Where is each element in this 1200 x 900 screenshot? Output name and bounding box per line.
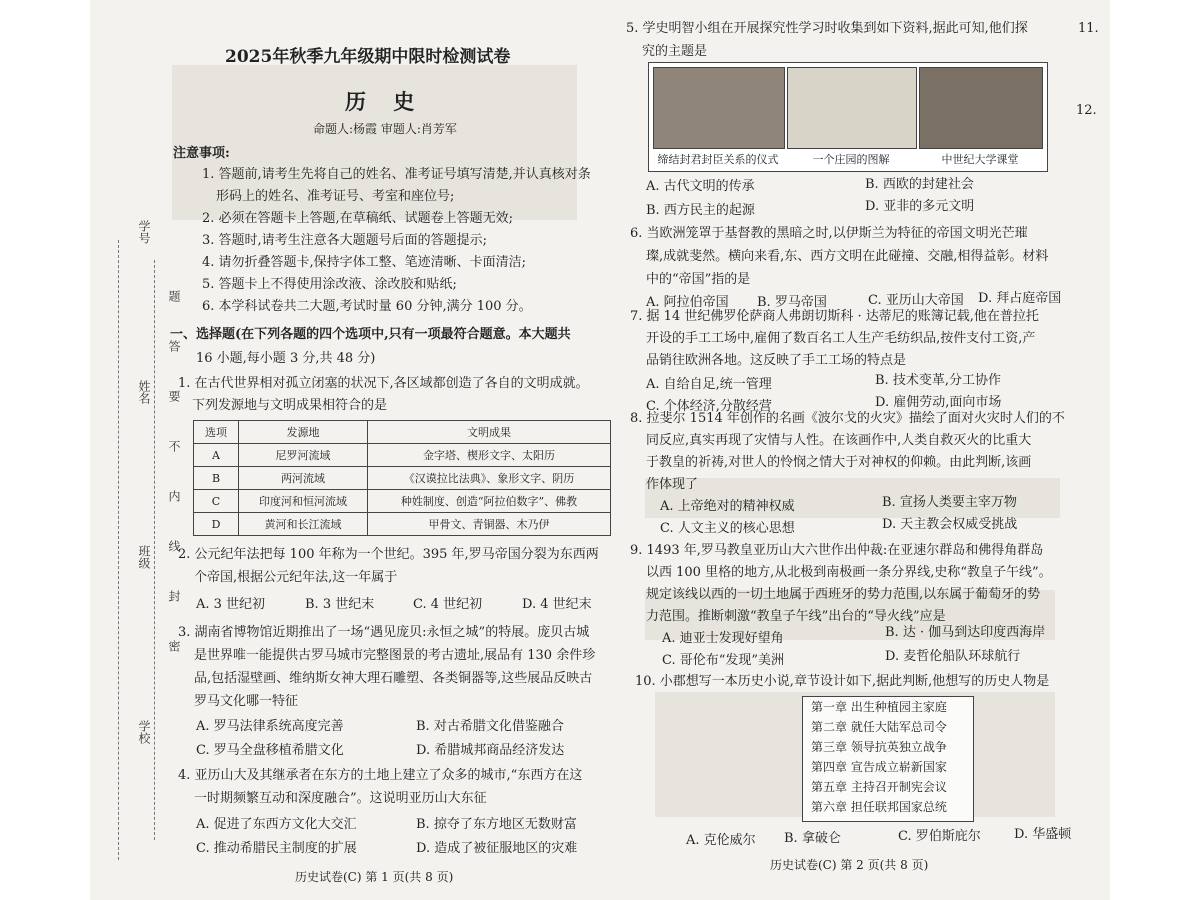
q8-option-c: C. 人文主义的核心思想 bbox=[660, 521, 795, 536]
notice-title: 注意事项: bbox=[173, 146, 230, 161]
table-cell: 金字塔、楔形文字、太阳历 bbox=[368, 444, 611, 467]
q7-stem: 7. 据 14 世纪佛罗伦萨商人弗朗切斯科 · 达蒂尼的账簿记载,他在普拉托 bbox=[630, 309, 1039, 324]
chapter-list bbox=[802, 696, 974, 822]
table-row bbox=[194, 444, 611, 467]
section-title-2: 16 小题,每小题 3 分,共 48 分) bbox=[196, 351, 376, 366]
q4-stem: 4. 亚历山大及其继承者在东方的土地上建立了众多的城市,“东西方在这 bbox=[178, 768, 583, 783]
q2-stem: 2. 公元纪年法把每 100 年称为一个世纪。395 年,罗马帝国分裂为东西两 bbox=[178, 547, 599, 562]
chapter-item: 第一章 出生种植园主家庭 bbox=[811, 700, 947, 714]
notice-line: 6. 本学科试卷共二大题,考试时量 60 分钟,满分 100 分。 bbox=[202, 299, 532, 314]
binding-label-class: 班级 bbox=[137, 545, 151, 569]
q9-option-d: D. 麦哲伦船队环球航行 bbox=[885, 649, 1021, 664]
footer-page-2: 历史试卷(C) 第 2 页(共 8 页) bbox=[770, 858, 929, 872]
q3-stem: 是世界唯一能提供古罗马城市完整图景的考古遗址,展品有 130 余件珍 bbox=[194, 648, 596, 663]
q3-option-b: B. 对古希腊文化借鉴融合 bbox=[416, 719, 564, 734]
q10-option-c: C. 罗伯斯庇尔 bbox=[898, 829, 981, 844]
binding-label-school: 学校 bbox=[137, 720, 151, 744]
authors: 命题人:杨霞 审题人:肖芳军 bbox=[313, 122, 457, 136]
q8-stem: 8. 拉斐尔 1514 年创作的名画《波尔戈的火灾》描绘了面对火灾时人们的不 bbox=[630, 411, 1065, 426]
notice-line: 3. 答题时,请考生注意各大题题号后面的答题提示; bbox=[202, 233, 488, 248]
q2-option-a: A. 3 世纪初 bbox=[196, 597, 266, 612]
table-cell: 黄河和长江流域 bbox=[239, 513, 368, 536]
binding-line bbox=[118, 240, 119, 860]
section-title: 一、选择题(在下列各题的四个选项中,只有一项最符合题意。本大题共 bbox=[170, 327, 571, 342]
caption-manor: 一个庄园的图解 bbox=[812, 153, 890, 166]
q5-option-c: B. 西方民主的起源 bbox=[646, 203, 755, 218]
table-cell: 种姓制度、创造“阿拉伯数字”、佛教 bbox=[368, 490, 611, 513]
q6-stem: 璨,成就斐然。横向来看,东、西方文明在此碰撞、交融,相得益彰。材料 bbox=[646, 249, 1049, 264]
seal-char: 封 bbox=[167, 590, 181, 602]
caption-classroom: 中世纪大学课堂 bbox=[941, 153, 1019, 166]
q9-stem: 力范围。推断刺激“教皇子午线”出台的“导火线”应是 bbox=[646, 609, 946, 624]
binding-label-student-id: 学号 bbox=[137, 220, 151, 244]
q9-stem: 9. 1493 年,罗马教皇亚历山大六世作出仲裁:在亚速尔群岛和佛得角群岛 bbox=[630, 543, 1044, 558]
q2-option-c: C. 4 世纪初 bbox=[413, 597, 483, 612]
table-cell: 甲骨文、青铜器、木乃伊 bbox=[368, 513, 611, 536]
q1-table bbox=[193, 420, 611, 536]
q8-option-a: A. 上帝绝对的精神权威 bbox=[660, 499, 795, 514]
table-cell: D bbox=[194, 513, 239, 536]
chapter-item: 第四章 宣告成立崭新国家 bbox=[811, 760, 947, 774]
q6-option-b: B. 罗马帝国 bbox=[757, 295, 827, 310]
q10-option-b: B. 拿破仑 bbox=[784, 831, 841, 846]
q5-option-d: D. 亚非的多元文明 bbox=[865, 199, 975, 214]
q6-option-d: D. 拜占庭帝国 bbox=[978, 291, 1062, 306]
q4-option-c: C. 推动希腊民主制度的扩展 bbox=[196, 841, 357, 856]
q7-stem: 开设的手工工场中,雇佣了数百名工人生产毛纺织品,按件支付工资,产 bbox=[646, 331, 1036, 346]
table-cell: 尼罗河流域 bbox=[239, 444, 368, 467]
q2-stem: 个帝国,根据公元纪年法,这一年属于 bbox=[194, 570, 398, 585]
q1-stem: 下列发源地与文明成果相符合的是 bbox=[192, 398, 388, 413]
table-header: 选项 bbox=[194, 421, 239, 444]
q8-stem: 同反应,真实再现了灾情与人性。在该画作中,人类自救灭火的比重大 bbox=[646, 433, 1032, 448]
seal-char: 题 bbox=[167, 290, 181, 302]
seal-char: 密 bbox=[167, 640, 181, 652]
binding-strip bbox=[110, 160, 181, 860]
feudal-ceremony-image bbox=[653, 67, 785, 149]
table-cell: C bbox=[194, 490, 239, 513]
table-header-row bbox=[194, 421, 611, 444]
exam-paper bbox=[90, 0, 1110, 900]
footer-page-1: 历史试卷(C) 第 1 页(共 8 页) bbox=[295, 870, 454, 884]
q3-option-c: C. 罗马全盘移植希腊文化 bbox=[196, 743, 344, 758]
table-cell: A bbox=[194, 444, 239, 467]
seal-char: 内 bbox=[167, 490, 181, 502]
subject-title: 历 史 bbox=[345, 89, 425, 114]
q8-stem: 作体现了 bbox=[646, 477, 699, 492]
notice-line: 4. 请勿折叠答题卡,保持字体工整、笔迹清晰、卡面清洁; bbox=[202, 255, 527, 270]
q2-option-b: B. 3 世纪末 bbox=[305, 597, 375, 612]
q3-option-d: D. 希腊城邦商品经济发达 bbox=[416, 743, 565, 758]
q9-option-b: B. 达 · 伽马到达印度西海岸 bbox=[885, 625, 1046, 640]
chapter-item: 第六章 担任联邦国家总统 bbox=[811, 800, 947, 814]
table-cell: 《汉谟拉比法典》、象形文字、阴历 bbox=[368, 467, 611, 490]
q3-stem: 罗马文化哪一特征 bbox=[194, 694, 299, 709]
q3-stem: 3. 湖南省博物馆近期推出了一场“遇见庞贝:永恒之城”的特展。庞贝古城 bbox=[178, 625, 590, 640]
notice-line: 1. 答题前,请考生先将自己的姓名、准考证号填写清楚,并认真核对条 bbox=[202, 167, 591, 182]
q9-option-c: C. 哥伦布“发现”美洲 bbox=[662, 653, 785, 668]
seal-char: 不 bbox=[167, 440, 181, 452]
table-row bbox=[194, 467, 611, 490]
notice-line: 2. 必须在答题卡上答题,在草稿纸、试题卷上答题无效; bbox=[202, 211, 514, 226]
q2-option-d: D. 4 世纪末 bbox=[522, 597, 592, 612]
q8-option-d: D. 天主教会权威受挑战 bbox=[882, 517, 1018, 532]
q4-option-b: B. 掠夺了东方地区无数财富 bbox=[416, 817, 577, 832]
q4-stem: 一时期频繁互动和深度融合”。这说明亚历山大东征 bbox=[194, 791, 487, 806]
q1-stem: 1. 在古代世界相对孤立闭塞的状况下,各区域都创造了各自的文明成就。 bbox=[178, 376, 589, 391]
q10-option-d: D. 华盛顿 bbox=[1014, 827, 1072, 842]
table-cell: B bbox=[194, 467, 239, 490]
table-row bbox=[194, 490, 611, 513]
q10-stem: 10. 小郡想写一本历史小说,章节设计如下,据此判断,他想写的历史人物是 bbox=[635, 674, 1050, 689]
q8-stem: 于教皇的祈祷,对世人的怜悯之情大于对神权的仰赖。由此判断,该画 bbox=[646, 455, 1032, 470]
q9-stem: 规定该线以西的一切土地属于西班牙的势力范围,以东属于葡萄牙的势 bbox=[646, 587, 1041, 602]
table-cell: 两河流域 bbox=[239, 467, 368, 490]
manor-diagram-image bbox=[787, 67, 917, 149]
q7-option-a: A. 自给自足,统一管理 bbox=[646, 377, 772, 392]
seal-char: 要 bbox=[167, 390, 181, 402]
q4-option-a: A. 促进了东西方文化大交汇 bbox=[196, 817, 357, 832]
chapter-item: 第三章 领导抗英独立战争 bbox=[811, 740, 947, 754]
medieval-classroom-image bbox=[919, 67, 1043, 149]
q7-option-d: D. 雇佣劳动,面向市场 bbox=[875, 395, 1002, 410]
q7-option-c: C. 个体经济,分散经营 bbox=[646, 399, 772, 414]
seal-line bbox=[154, 260, 155, 840]
q9-option-a: A. 迪亚士发现好望角 bbox=[662, 631, 784, 646]
notice-line: 5. 答题卡上不得使用涂改液、涂改胶和贴纸; bbox=[202, 277, 457, 292]
seal-char: 答 bbox=[167, 340, 181, 352]
table-header: 发源地 bbox=[239, 421, 368, 444]
q5-option-a: A. 古代文明的传承 bbox=[646, 179, 755, 194]
q6-stem: 中的“帝国”指的是 bbox=[646, 272, 751, 287]
table-row bbox=[194, 513, 611, 536]
q5-option-b: B. 西欧的封建社会 bbox=[865, 177, 974, 192]
chapter-item: 第五章 主持召开制宪会议 bbox=[811, 780, 947, 794]
q6-option-c: C. 亚历山大帝国 bbox=[868, 293, 964, 308]
caption-ceremony: 缔结封君封臣关系的仪式 bbox=[657, 153, 779, 166]
q6-option-a: A. 阿拉伯帝国 bbox=[646, 295, 729, 310]
binding-label-name: 姓名 bbox=[137, 380, 151, 404]
seal-char: 线 bbox=[167, 540, 181, 552]
q8-option-b: B. 宣扬人类要主宰万物 bbox=[882, 495, 1017, 510]
q7-stem: 品销往欧洲各地。这反映了手工工场的特点是 bbox=[646, 353, 907, 368]
q7-option-b: B. 技术变革,分工协作 bbox=[875, 373, 1001, 388]
chapter-item: 第二章 就任大陆军总司令 bbox=[811, 720, 947, 734]
exam-title: 2025年秋季九年级期中限时检测试卷 bbox=[225, 47, 511, 67]
q6-stem: 6. 当欧洲笼罩于基督教的黑暗之时,以伊斯兰为特征的帝国文明光芒璀 bbox=[630, 226, 1028, 241]
edge-question-number: 11. bbox=[1078, 21, 1099, 36]
table-cell: 印度河和恒河流域 bbox=[239, 490, 368, 513]
q4-option-d: D. 造成了被征服地区的灾难 bbox=[416, 841, 578, 856]
q3-option-a: A. 罗马法律系统高度完善 bbox=[196, 719, 344, 734]
q3-stem: 品,包括湿壁画、维纳斯女神大理石雕塑、各类铜器等,这些展品反映古 bbox=[194, 671, 593, 686]
q5-stem: 5. 学史明智小组在开展探究性学习时收集到如下资料,据此可知,他们探 bbox=[626, 21, 1028, 36]
q5-image-frame bbox=[648, 62, 1048, 172]
q5-stem: 究的主题是 bbox=[642, 44, 708, 59]
q9-stem: 以西 100 里格的地方,从北极到南极画一条分界线,史称“教皇子午线”。 bbox=[646, 565, 1052, 580]
table-header: 文明成果 bbox=[368, 421, 611, 444]
q10-option-a: A. 克伦威尔 bbox=[686, 833, 756, 848]
notice-line: 形码上的姓名、准考证号、考室和座位号; bbox=[216, 189, 455, 204]
edge-question-number: 12. bbox=[1076, 103, 1097, 118]
